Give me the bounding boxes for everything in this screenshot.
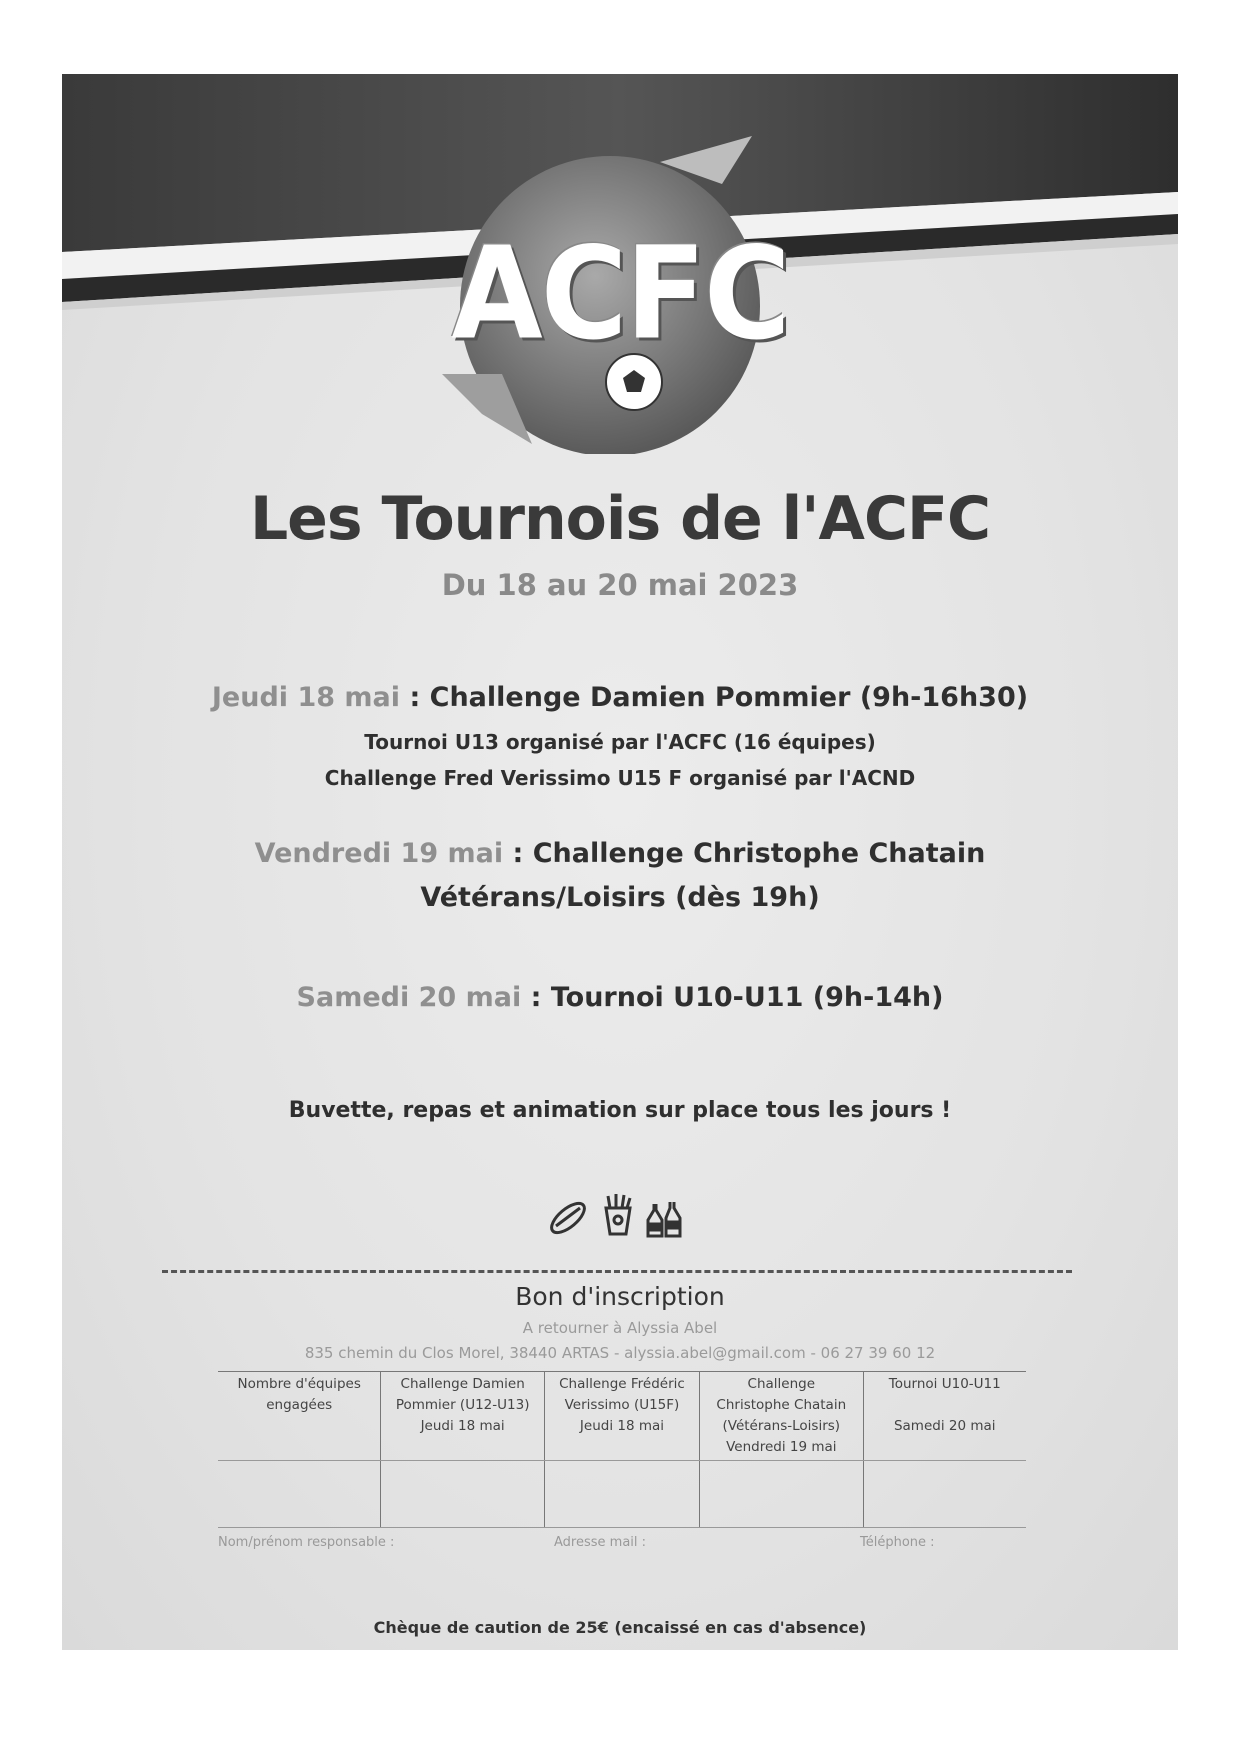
saturday-event: : Tournoi U10-U11 (9h-14h) bbox=[521, 982, 944, 1013]
col-christophe-chatain: Challenge Christophe Chatain (Vétérans-Loisirs) Vendredi 19 mai bbox=[700, 1372, 863, 1461]
fries-icon bbox=[606, 1194, 630, 1234]
logo-text: ACFC bbox=[451, 218, 789, 368]
thursday-detail-1: Tournoi U13 organisé par l'ACFC (16 équipes) bbox=[364, 730, 876, 754]
deposit-note: Chèque de caution de 25€ (encaissé en cas d'absence) bbox=[373, 1618, 867, 1637]
thursday-line bbox=[62, 682, 1178, 713]
col-frederic-verissimo: Challenge Frédéric Verissimo (U15F) Jeudi 18 mai bbox=[544, 1372, 699, 1461]
input-u10-u11[interactable] bbox=[863, 1461, 1026, 1528]
col-teams: Nombre d'équipes engagées bbox=[218, 1372, 381, 1461]
acfc-logo bbox=[62, 74, 1178, 454]
saturday-line bbox=[62, 982, 1178, 1013]
thursday-detail-2: Challenge Fred Verissimo U15 F organisé par l'ACND bbox=[324, 766, 916, 790]
amenities-text: Buvette, repas et animation sur place tous les jours ! bbox=[288, 1098, 952, 1123]
page-title: Les Tournois de l'ACFC bbox=[249, 484, 991, 554]
form-title: Bon d'inscription bbox=[515, 1282, 725, 1311]
field-name-label: Nom/prénom responsable : bbox=[218, 1535, 395, 1550]
form-address: 835 chemin du Clos Morel, 38440 ARTAS - alyssia.abel@gmail.com - 06 27 39 60 12 bbox=[304, 1344, 936, 1362]
col-damien-pommier: Challenge Damien Pommier (U12-U13) Jeudi 18 mai bbox=[381, 1372, 544, 1461]
thursday-day: Jeudi 18 mai bbox=[211, 682, 401, 713]
field-phone-label: Téléphone : bbox=[860, 1535, 935, 1550]
bottles-icon bbox=[648, 1202, 680, 1236]
date-range: Du 18 au 20 mai 2023 bbox=[441, 568, 799, 602]
field-email-label: Adresse mail : bbox=[554, 1535, 647, 1550]
input-frederic-verissimo[interactable] bbox=[544, 1461, 699, 1528]
table-header-row bbox=[218, 1372, 1026, 1461]
friday-detail: Vétérans/Loisirs (dès 19h) bbox=[420, 882, 820, 913]
input-christophe-chatain[interactable] bbox=[700, 1461, 863, 1528]
cut-line bbox=[162, 1270, 1072, 1273]
input-damien-pommier[interactable] bbox=[381, 1461, 544, 1528]
friday-event: : Challenge Christophe Chatain bbox=[503, 838, 986, 869]
registration-table bbox=[218, 1371, 1026, 1528]
thursday-event: : Challenge Damien Pommier (9h-16h30) bbox=[400, 682, 1029, 713]
amenity-icons bbox=[546, 1190, 706, 1240]
input-teams-count[interactable] bbox=[218, 1461, 381, 1528]
saturday-day: Samedi 20 mai bbox=[296, 982, 522, 1013]
friday-line bbox=[62, 838, 1178, 869]
form-return-to: A retourner à Alyssia Abel bbox=[522, 1319, 718, 1337]
col-u10-u11: Tournoi U10-U11 Samedi 20 mai bbox=[863, 1372, 1026, 1461]
friday-day: Vendredi 19 mai bbox=[254, 838, 504, 869]
hotdog-icon bbox=[547, 1198, 589, 1238]
flyer-sheet bbox=[62, 74, 1178, 1650]
table-row bbox=[218, 1461, 1026, 1528]
